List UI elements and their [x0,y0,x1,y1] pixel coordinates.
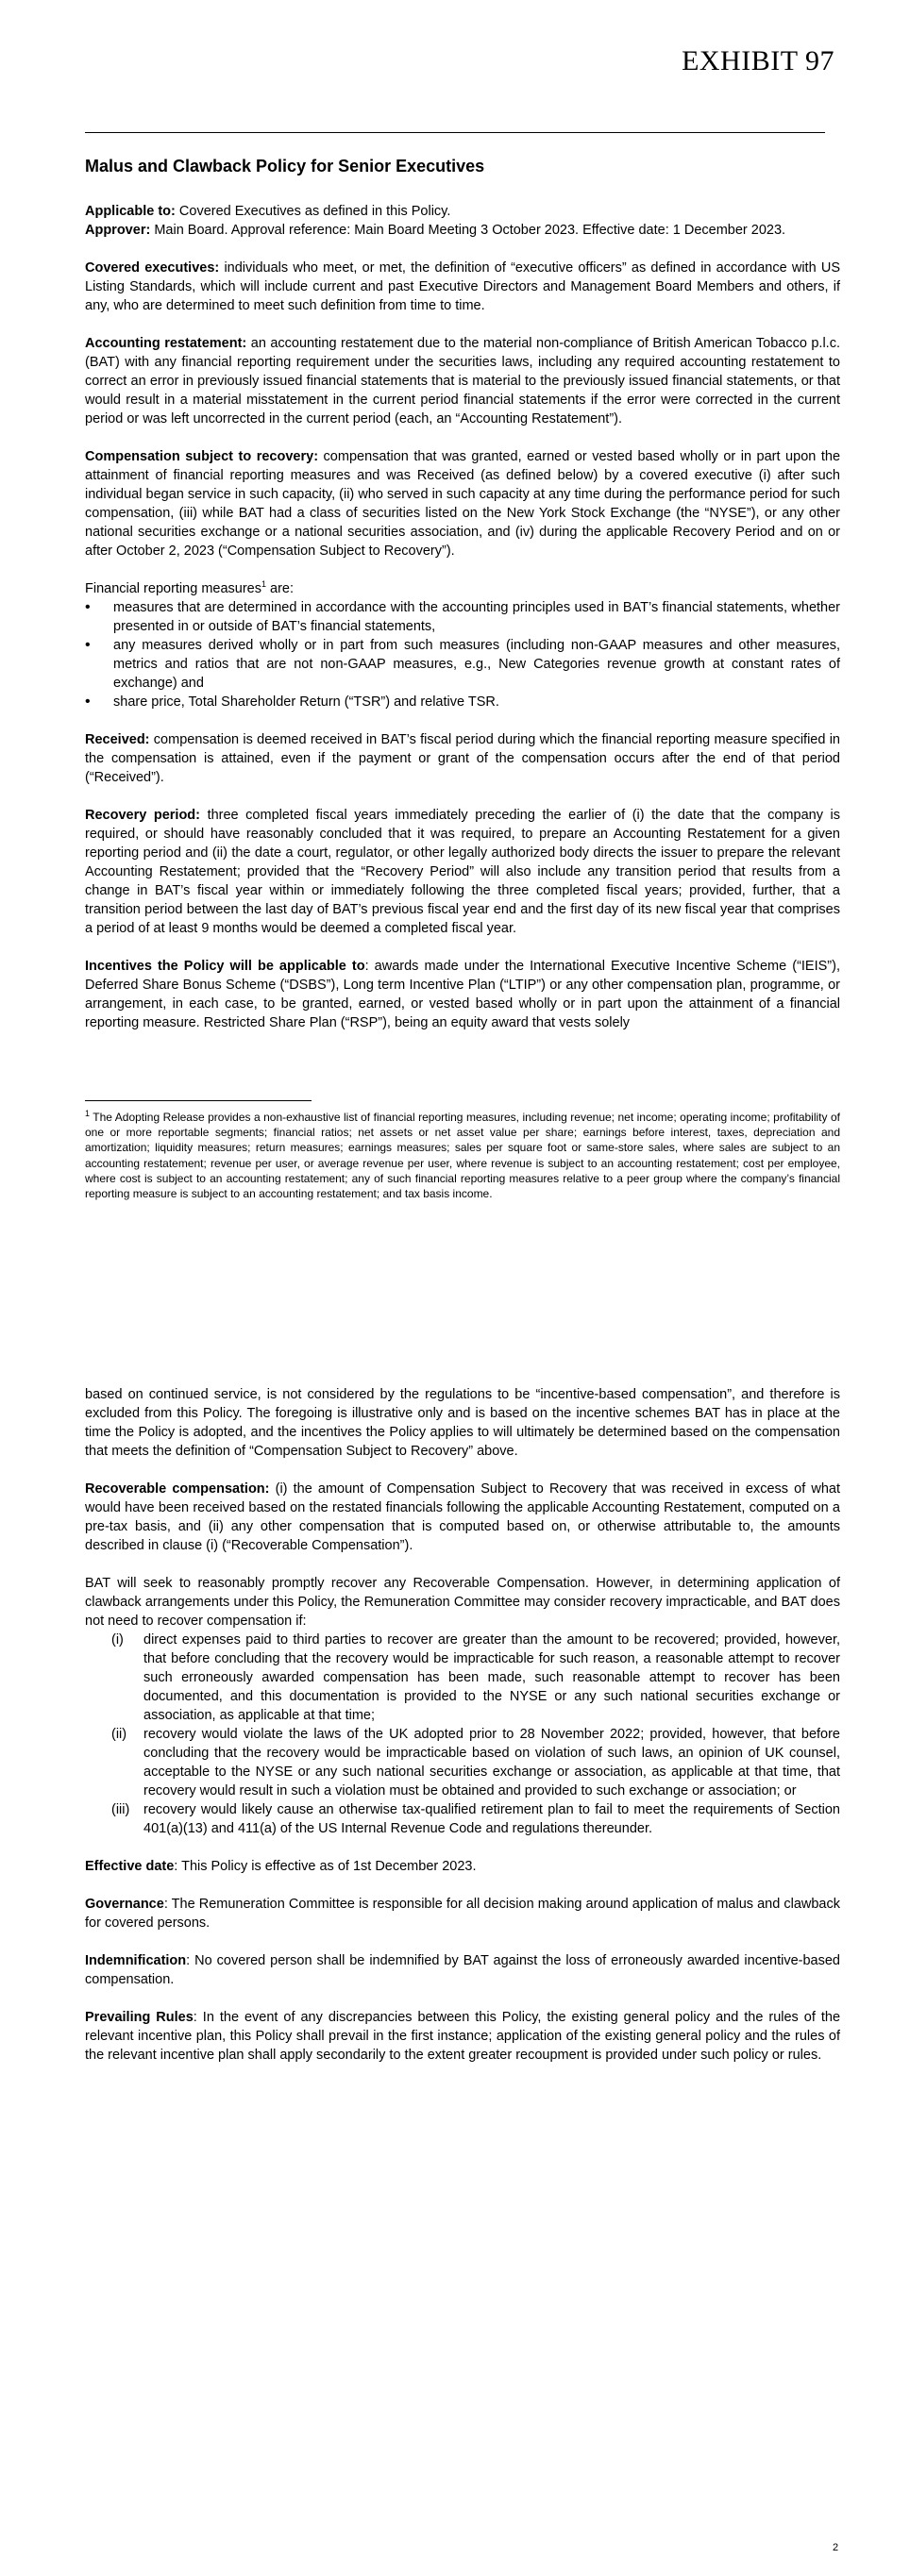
list-item [85,1800,840,1838]
footnote [85,1110,840,1201]
list-item: • measures that are determined in accordance with the accounting principles used in BAT’s financial statements, whether presented in or outside of BAT’s financial statements, [85,598,840,636]
condition-text: direct expenses paid to third parties to recover are greater than the amount to be recovered; provided, however, that before concluding that the recovery would be impracticable for such reason, a reasonable attempt to recover such erroneously awarded compensation has been made, such reasonable attempt to recover has been documented, and this documentation is provided to the NYSE or any such national securities exchange or association, as applicable at that time; [143,1632,840,1723]
governance-text: : The Remuneration Committee is responsible for all decision making around application of malus and clawback for covered persons. [85,1897,840,1931]
measures-intro [85,579,840,598]
accounting-restatement-paragraph [85,334,840,428]
applicable-approver-block [85,202,840,240]
list-item [85,1631,840,1725]
page-number: 2 [833,2542,839,2553]
impracticable-conditions-list [85,1631,840,1838]
condition-number: (iii) [111,1802,130,1817]
list-item [85,1725,840,1800]
applicable-text: Covered Executives as defined in this Policy. [175,204,451,219]
condition-text: recovery would likely cause an otherwise tax-qualified retirement plan to fail to meet the requirements of Section 401(a)(13) and 411(a) of the US Internal Revenue Code and regulations thereunder. [143,1802,840,1836]
applicable-label: Applicable to: [85,204,176,219]
incentives-label: Incentives the Policy will be applicable to [85,959,365,974]
effective-text: : This Policy is effective as of 1st December 2023. [174,1859,477,1874]
measures-list [85,598,840,711]
footnote-ref: 1 [261,579,266,590]
condition-text: recovery would violate the laws of the UK adopted prior to 28 November 2022; provided, however, that before concluding that the recovery would be impracticable based on violation of such laws, an opinion of UK counsel, acceptable to the NYSE or any such national securities exchange or association, as applicable at that time, that recovery would result in such a violation must be obtained and provided to such exchange or association; or [143,1727,840,1798]
indemnification-paragraph [85,1951,840,1989]
indemnification-text: : No covered person shall be indemnified by BAT against the loss of erroneously awarded incentive-based compensation. [85,1953,840,1987]
compensation-label: Compensation subject to recovery: [85,449,319,464]
incentives-continuation: based on continued service, is not considered by the regulations to be “incentive-based compensation”, and therefore is excluded from this Policy. The foregoing is illustrative only and is based on the incentive schemes BAT has in place at the time the Policy is adopted, and the incentives the Policy applies to will ultimately be determined based on the compensation that meets the definition of “Compensation Subject to Recovery” above. [85,1387,840,1459]
approver-label: Approver: [85,223,151,238]
recovery-period-paragraph [85,806,840,938]
covered-text: individuals who meet, or met, the definition of “executive officers” as defined in accordance with US Listing Standards, which will include current and past Executive Directors and Management Board Members and others, if any, who are determined to meet such definition from time to time. [85,260,840,313]
prevailing-text: : In the event of any discrepancies between this Policy, the existing general policy and the rules of the relevant incentive plan, this Policy shall prevail in the first instance; application of the existing general policy and the rules of the relevant incentive plan shall apply secondarily to the extent greater recoupment is provided under such policy or rules. [85,2010,841,2063]
received-paragraph [85,730,840,787]
policy-body-upper [85,157,840,1032]
covered-label: Covered executives: [85,260,220,276]
indemnification-label: Indemnification [85,1953,187,1968]
recovery-period-text: three completed fiscal years immediately preceding the earlier of (i) the date that the company is required, or should have reasonably concluded that it was required, to prepare an Accounting Restatement for a given reporting period and (ii) the date a court, regulator, or other legally authorized body directs the issuer to prepare the relevant Accounting Restatement; provided that the “Recovery Period” will also include any transition period that results from a change in BAT’s fiscal year within or immediately following the three completed fiscal years; provided, further, that a transition period between the last day of BAT’s previous fiscal year end and the first day of its new fiscal year that comprises a period of at least 9 months would be deemed a completed fiscal year. [85,808,840,936]
recoverable-paragraph [85,1480,840,1555]
recoverable-text: (i) the amount of Compensation Subject to Recovery that was received in excess of what would have been received based on the restated financials following the applicable Accounting Restatement, computed on a pre-tax basis, and (ii) any other compensation that is computed based on, or otherwise attributable to, the amounts described in clause (i) (“Recoverable Compensation”). [85,1481,840,1553]
effective-date-paragraph [85,1857,840,1876]
condition-number: (i) [111,1632,124,1648]
approver-text: Main Board. Approval reference: Main Board Meeting 3 October 2023. Effective date: 1 December 2023. [150,223,786,238]
recovery-period-label: Recovery period: [85,808,200,823]
incentives-paragraph [85,957,840,1032]
footnote-number: 1 [85,1109,91,1118]
footnote-rule [85,1100,312,1101]
compensation-text: compensation that was granted, earned or vested based wholly or in part upon the attainment of financial reporting measures and was Received (as defined below) by a covered executive (i) after such individual began service in such capacity, (ii) who served in such capacity at any time during the performance period for such compensation, (iii) while BAT had a class of securities listed on the New York Stock Exchange (the “NYSE”), or any other national securities exchange or a national securities association, and (iv) during the applicable Recovery Period and on or after October 2, 2023 (“Compensation Subject to Recovery”). [85,449,841,559]
accounting-text: an accounting restatement due to the material non-compliance of British American Tobacco p.l.c. (BAT) with any financial reporting requirement under the securities laws, including any required accounting restatement to correct an error in previously issued financial statements that is material to the previously issued financial statements, or that would result in a material misstatement in the current period financial statements if the error were corrected in the current period or was left uncorrected in the current period (each, an “Accounting Restatement”). [85,336,840,427]
recovery-intro: BAT will seek to reasonably promptly recover any Recoverable Compensation. However, in determining application of clawback arrangements under this Policy, the Remuneration Committee may consider recovery impracticable, and BAT does not need to recover compensation if: [85,1576,840,1629]
condition-number: (ii) [111,1727,127,1742]
governance-label: Governance [85,1897,164,1912]
policy-title: Malus and Clawback Policy for Senior Executives [85,157,485,176]
effective-label: Effective date [85,1859,175,1874]
covered-executives-paragraph [85,259,840,315]
received-label: Received: [85,732,150,747]
policy-body-lower [85,1385,840,2083]
governance-paragraph [85,1895,840,1932]
measures-intro-end: are: [266,581,295,596]
received-text: compensation is deemed received in BAT’s fiscal period during which the financial reporting measure specified in the compensation is attained, even if the payment or grant of the compensation occurs after the end of that period (“Received”). [85,732,840,785]
compensation-paragraph [85,447,840,560]
header-rule [85,132,825,133]
measures-intro-text: Financial reporting measures [85,581,261,596]
accounting-label: Accounting restatement: [85,336,247,351]
prevailing-rules-paragraph [85,2008,840,2065]
list-item: • share price, Total Shareholder Return (“TSR”) and relative TSR. [85,693,840,711]
footnote-text: The Adopting Release provides a non-exhaustive list of financial reporting measures, including revenue; net income; operating income; profitability of one or more reportable segments; financial ratios; net assets or net asset value per share; earnings before interest, taxes, depreciation and amortization; liquidity measures; return measures; earnings measures; sales per square foot or same-store sales, where sales are subject to an accounting restatement; revenue per user, or average revenue per user, where revenue is subject to an accounting restatement; cost per employee, where cost is subject to an accounting restatement; any of such financial reporting measures relative to a peer group where the company’s financial reporting measure is subject to an accounting restatement; and tax basis income. [85,1111,840,1201]
exhibit-label: EXHIBIT 97 [682,45,834,76]
list-item: • any measures derived wholly or in part from such measures (including non-GAAP measures and other measures, metrics and ratios that are not non-GAAP measures, e.g., New Categories revenue growth at constant rates of exchange) and [85,636,840,693]
prevailing-label: Prevailing Rules [85,2010,194,2025]
recoverable-label: Recoverable compensation: [85,1481,270,1497]
incentives-text: : awards made under the International Executive Incentive Scheme (“IEIS”), Deferred Share Bonus Scheme (“DSBS”), Long term Incentive Plan (“LTIP”) or any other compensation plan, programme, or arrangement, in each case, to be granted, earned, or vested based wholly or in part upon the attainment of a financial reporting measure. Restricted Share Plan (“RSP”), being an equity award that vests solely [85,959,840,1030]
